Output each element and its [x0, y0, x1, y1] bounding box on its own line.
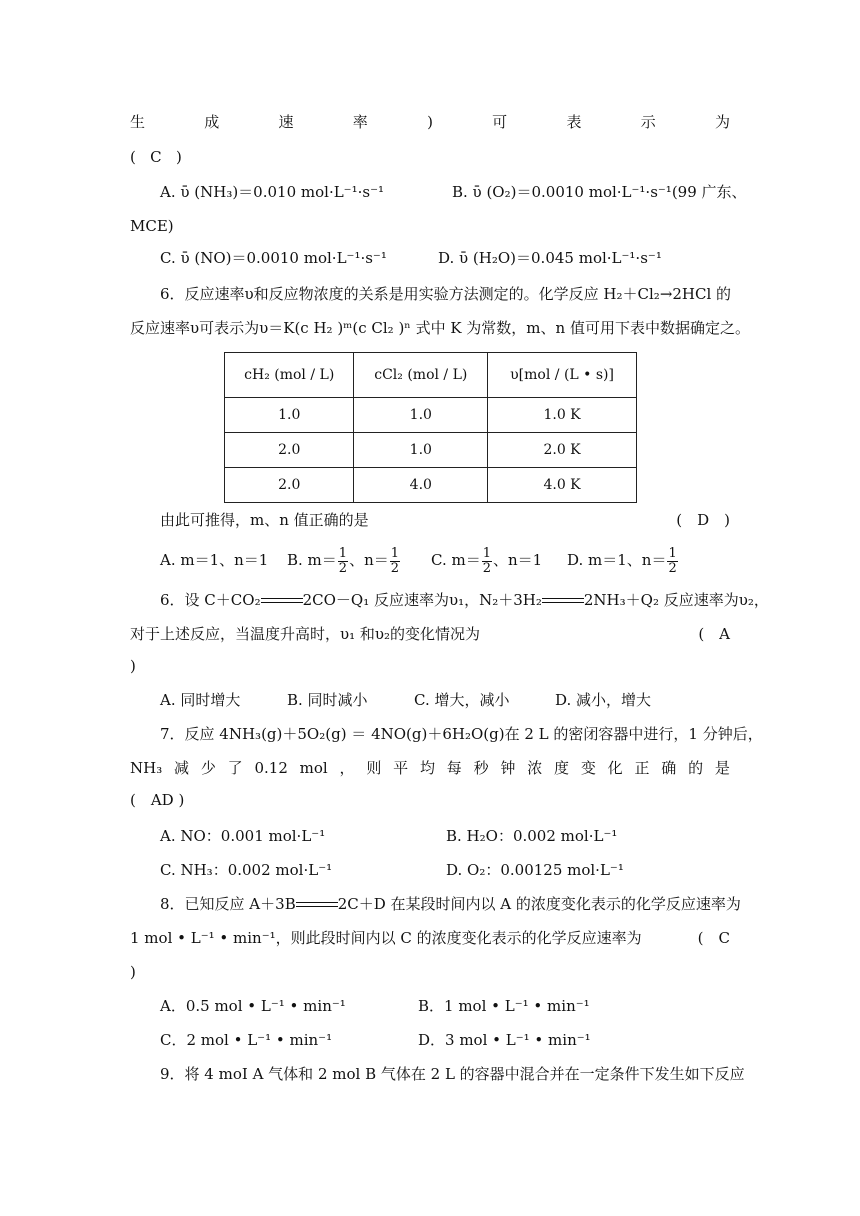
- q6-option-d: D. m＝1、n＝ $\frac{1}{2}$: [567, 545, 677, 576]
- q5-option-a: A. ῡ (NH₃)＝0.010 mol·L⁻¹·s⁻¹ B. ῡ (O₂)＝0.0010 mol·L⁻¹·s⁻¹(99 广东、: [160, 183, 747, 201]
- q8-stem-line1: 8．已知反应 A＋3B 2C＋D 在某段时间内以 A 的浓度变化表示的化学反应速率为: [160, 895, 741, 913]
- q5-stem-line: [130, 112, 730, 132]
- q7-option-a: A. NO：0.001 mol·L⁻¹: [160, 827, 326, 845]
- table-header-cell: υ[mol / (L • s)]: [488, 353, 637, 398]
- q8-options-row1: [160, 996, 760, 1016]
- q6b-answer: ( A: [698, 625, 730, 643]
- stem-char: 是: [714, 759, 730, 777]
- q8-option-b: B．1 mol • L⁻¹ • min⁻¹: [418, 997, 590, 1015]
- stem-char: 速: [278, 113, 294, 131]
- q7-options-row1: [160, 826, 760, 846]
- stem-char: 正: [634, 759, 650, 777]
- fraction: $\frac{1}{2}$: [482, 545, 491, 576]
- q6b-option-b: B. 同时减小: [287, 691, 368, 709]
- stem-char: 减: [174, 759, 190, 777]
- stem-char: 平: [393, 759, 409, 777]
- q8-option-a: A．0.5 mol • L⁻¹ • min⁻¹: [160, 997, 346, 1015]
- reversible-arrow-icon: [296, 900, 338, 910]
- stem-char: 均: [419, 759, 435, 777]
- fraction: $\frac{1}{2}$: [338, 545, 348, 576]
- stem-char: 少: [200, 759, 216, 777]
- q6-option-a: A. m＝1、n＝1: [160, 551, 269, 569]
- table-cell: 2.0 K: [488, 433, 637, 468]
- q5-option-c: C. ῡ (NO)＝0.0010 mol·L⁻¹·s⁻¹ D. ῡ (H₂O)＝0.045 mol·L⁻¹·s⁻¹: [160, 249, 662, 267]
- stem-char: ): [427, 113, 433, 131]
- stem-char: 可: [492, 113, 508, 131]
- table-cell: 1.0: [354, 433, 488, 468]
- q5-option-d: D. ῡ (H₂O)＝0.045 mol·L⁻¹·s⁻¹: [438, 249, 662, 267]
- table-header-cell: cCl₂ (mol / L): [354, 353, 488, 398]
- q7-option-c: C. NH₃：0.002 mol·L⁻¹: [160, 861, 333, 879]
- q6b-option-d: D. 减小，增大: [555, 691, 652, 709]
- stem-char: NH₃: [130, 759, 163, 777]
- table-cell: 2.0: [225, 433, 354, 468]
- q8-answer-close: ): [130, 963, 136, 981]
- q7-option-d: D. O₂：0.00125 mol·L⁻¹: [446, 861, 624, 879]
- stem-char: 浓: [527, 759, 543, 777]
- q5-answer: ( C ): [130, 148, 182, 166]
- q7-options-row2: [160, 860, 760, 880]
- table-header-cell: cH₂ (mol / L): [225, 353, 354, 398]
- stem-char: 确: [661, 759, 677, 777]
- q6b-stem-line2: 对于上述反应，当温度升高时，υ₁ 和υ₂的变化情况为 ( A: [130, 625, 730, 643]
- stem-char: 每: [446, 759, 462, 777]
- stem-char: 成: [204, 113, 220, 131]
- reversible-arrow-icon: [542, 596, 584, 606]
- stem-char: 率: [352, 113, 368, 131]
- q6b-option-a: A. 同时增大: [160, 691, 241, 709]
- table-row: [225, 398, 637, 433]
- table-row: [225, 433, 637, 468]
- stem-char: 钟: [500, 759, 516, 777]
- q8-option-c: C．2 mol • L⁻¹ • min⁻¹: [160, 1031, 333, 1049]
- table-cell: 2.0: [225, 468, 354, 503]
- stem-char: 生: [130, 113, 146, 131]
- stem-char: 0.12: [254, 759, 288, 777]
- q8-stem-line2: 1 mol • L⁻¹ • min⁻¹，则此段时间内以 C 的浓度变化表示的化学反应速率为 ( C: [130, 929, 730, 947]
- q6-stem-line1: 6．反应速率υ和反应物浓度的关系是用实验方法测定的。化学反应 H₂＋Cl₂→2HCl 的: [160, 285, 732, 303]
- q6-stem-line2: 反应速率υ可表示为υ＝K(c H₂ )ᵐ(c Cl₂ )ⁿ 式中 K 为常数，m、n 值可用下表中数据确定之。: [130, 319, 750, 337]
- q7-option-b: B. H₂O：0.002 mol·L⁻¹: [446, 827, 618, 845]
- stem-char: 变: [580, 759, 596, 777]
- q8-answer: ( C: [697, 929, 730, 947]
- table-cell: 1.0: [354, 398, 488, 433]
- stem-char: 化: [607, 759, 623, 777]
- table-row: [225, 468, 637, 503]
- stem-char: 则: [366, 759, 382, 777]
- q7-stem-line2: [130, 758, 730, 778]
- q6b-answer-close: ): [130, 657, 136, 675]
- q7-answer: ( AD ): [130, 791, 185, 809]
- q6-option-c: C. m＝ $\frac{1}{2}$ 、n＝1: [431, 545, 543, 576]
- q6-options: [160, 544, 760, 578]
- reversible-arrow-icon: [261, 596, 303, 606]
- q6b-options: [160, 690, 760, 710]
- table-cell: 4.0 K: [488, 468, 637, 503]
- table-cell: 1.0 K: [488, 398, 637, 433]
- q8-options-row2: [160, 1030, 760, 1050]
- q6-answer: ( D ): [676, 511, 730, 529]
- fraction: $\frac{1}{2}$: [390, 545, 400, 576]
- q6-conclusion: 由此可推得，m、n 值正确的是 ( D ): [160, 511, 730, 529]
- q5-option-b: B. ῡ (O₂)＝0.0010 mol·L⁻¹·s⁻¹(99 广东、: [452, 183, 747, 201]
- stem-char: 度: [554, 759, 570, 777]
- q6-option-b: B. m＝ $\frac{1}{2}$ 、n＝ $\frac{1}{2}$: [287, 545, 400, 576]
- table-cell: 1.0: [225, 398, 354, 433]
- stem-char: 表: [566, 113, 582, 131]
- q8-option-d: D．3 mol • L⁻¹ • min⁻¹: [418, 1031, 591, 1049]
- stem-char: ，: [339, 759, 355, 777]
- stem-char: 示: [640, 113, 656, 131]
- q6b-stem-line1: 6．设 C＋CO₂ 2CO－Q₁ 反应速率为υ₁，N₂＋3H₂ 2NH₃＋Q₂ 反应速率为υ₂，: [160, 591, 769, 609]
- table-header-row: [225, 353, 637, 398]
- q5-option-b-cont: MCE): [130, 217, 174, 235]
- q6b-option-c: C. 增大，减小: [414, 691, 510, 709]
- q7-stem-line1: 7．反应 4NH₃(g)＋5O₂(g) ＝ 4NO(g)＋6H₂O(g)在 2 L 的密闭容器中进行，1 分钟后，: [160, 725, 763, 743]
- stem-char: 秒: [473, 759, 489, 777]
- stem-char: 的: [688, 759, 704, 777]
- table-cell: 4.0: [354, 468, 488, 503]
- q9-stem-line1: 9．将 4 moI A 气体和 2 mol B 气体在 2 L 的容器中混合并在一定条件下发生如下反应: [160, 1065, 745, 1083]
- fraction: $\frac{1}{2}$: [668, 545, 677, 576]
- stem-char: mol: [299, 759, 328, 777]
- stem-char: 了: [227, 759, 243, 777]
- stem-char: 为: [714, 113, 730, 131]
- rate-data-table: [224, 352, 637, 503]
